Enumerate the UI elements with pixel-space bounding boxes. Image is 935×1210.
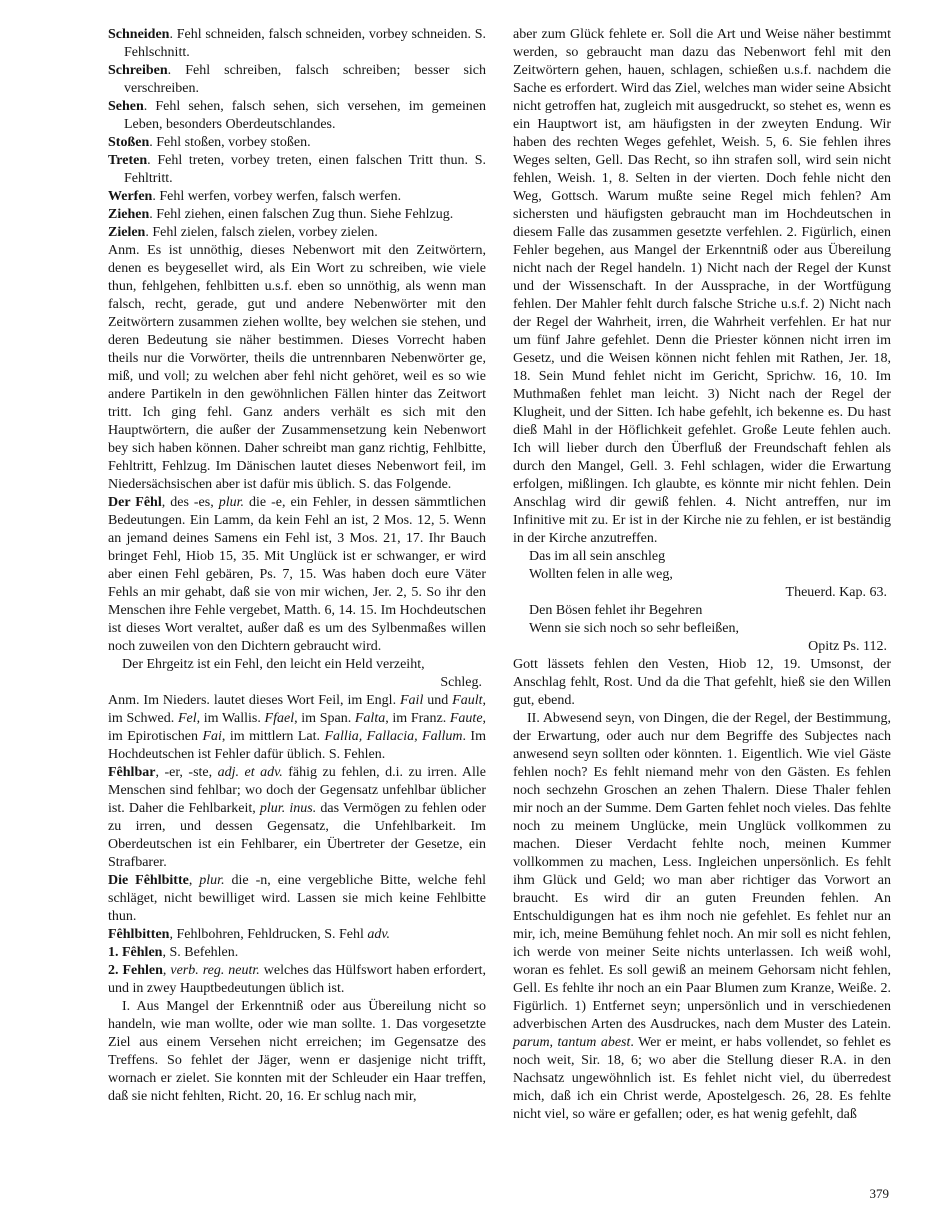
text-run: Schleg. bbox=[440, 675, 482, 690]
italic-text: verb. reg. neutr. bbox=[170, 963, 260, 978]
italic-text: Fallia, Fallacia, Fallum bbox=[324, 729, 463, 744]
italic-text: plur. bbox=[218, 495, 244, 510]
paragraph bbox=[108, 224, 486, 242]
text-run: , im Schwed. bbox=[108, 693, 487, 726]
text-run: die -n, eine vergebliche Bitte, welche fehl schläget, nicht bewilliget wird. Lassen sie mich keine Fehlbitte thun. bbox=[108, 873, 486, 924]
text-run: Opitz Ps. 112. bbox=[808, 639, 887, 654]
text-run: . Fehl sehen, falsch sehen, sich versehen, im gemeinen Leben, besonders Oberdeutschlandes. bbox=[124, 99, 486, 132]
right-column bbox=[513, 26, 891, 1124]
italic-text: Fel bbox=[177, 711, 197, 726]
text-run: das Vermögen zu fehlen oder zu irren, und dessen Gegensatz, die Unfehlbarkeit. Im Oberdeutschen ist ein Fehlbarer, ein Übertreter der Gesetze, ein Strafbarer. bbox=[108, 801, 486, 870]
paragraph bbox=[108, 926, 486, 944]
italic-text: plur. inus. bbox=[259, 801, 317, 816]
text-run: Anm. Es ist unnöthig, dieses Nebenwort mit den Zeitwörtern, denen es beygesellet wird, als Ein Wort zu schreiben, wie viele thun, fehlgehen, fehlbitten u.s.f. eben so unnöthig, als wenn man falsch, recht, gerade, gut und andere Nebenwörter mit den Zeitwörtern zusammen ziehen wollte, bey welchen sie stehen, und deren Bedeutung sie näher bestimmen. Dieses Vorrecht haben theils nur die Vorwörter, theils die untrennbaren Nebenwörter ge, miß, und voll; zu welchen aber fehl nicht gehöret, weil es so wie andere Partikeln in den gewöhnlichen Fällen hinter das Zeitwort tritt. Ich ging fehl. Ganz anders verhält es sich mit den Hauptwörtern, die außer der Zusammensetzung kein Nebenwort bey sich haben können. Daher schreibt man ganz richtig, Fehlbitte, Fehltritt, Fehlzug. Im Dänischen lautet dieses Nebenwort feil, im Niedersächsischen aber ist dafür mis üblich. S. das Folgende. bbox=[108, 243, 486, 492]
paragraph bbox=[108, 674, 486, 692]
text-run: , im Franz. bbox=[385, 711, 450, 726]
headword: Schreiben bbox=[108, 63, 168, 78]
headword: Fêhlbar bbox=[108, 765, 156, 780]
text-run: , im Span. bbox=[294, 711, 355, 726]
text-run: . Fehl ziehen, einen falschen Zug thun. Siehe Fehlzug. bbox=[149, 207, 454, 222]
text-run: . Wer er meint, er habs vollendet, so fehlet es noch weit, Sir. 18, 6; wo aber die Stellung dieser R.A. in den Nachsatz ungewöhnlich ist. Es fehlet nicht viel, du überredest mich, daß ich ein Christ werde, Apostelgesch. 26, 28. Es fehlte nicht viel, so wäre er gefallen; oder, es hat wenig gefehlt, daß bbox=[513, 1035, 892, 1122]
paragraph bbox=[513, 656, 891, 710]
paragraph bbox=[108, 242, 486, 494]
paragraph bbox=[108, 98, 486, 134]
text-run: Den Bösen fehlet ihr Begehren bbox=[529, 603, 703, 618]
text-run: Wenn sie sich noch so sehr befleißen, bbox=[529, 621, 739, 636]
text-run: , bbox=[188, 873, 200, 888]
italic-text: Fault bbox=[452, 693, 483, 708]
text-run: , -er, -ste, bbox=[155, 765, 218, 780]
text-run: , im Wallis. bbox=[196, 711, 265, 726]
text-run: Wollten felen in alle weg, bbox=[529, 567, 673, 582]
text-run: , des -es, bbox=[161, 495, 219, 510]
headword: Treten bbox=[108, 153, 148, 168]
italic-text: plur. bbox=[199, 873, 225, 888]
text-run: Das im all sein anschleg bbox=[529, 549, 666, 564]
text-run: fähig zu fehlen, d.i. zu irren. Alle Menschen sind fehlbar; wo doch der Gegensatz unfehlbar üblicher ist. Daher die Fehlbarkeit, bbox=[108, 765, 486, 816]
italic-text: adj. et adv. bbox=[217, 765, 283, 780]
italic-text: Falta bbox=[354, 711, 386, 726]
text-run: . Fehl schneiden, falsch schneiden, vorbey schneiden. S. Fehlschnitt. bbox=[124, 27, 486, 60]
headword: Die Fêhlbitte bbox=[108, 873, 189, 888]
text-run: Theuerd. Kap. 63. bbox=[785, 585, 887, 600]
paragraph bbox=[108, 998, 486, 1106]
text-run: die -e, ein Fehler, in dessen sämmtlichen Bedeutungen. Ein Lamm, da kein Fehl an ist, 2 Mos. 12, 5. Wenn an jemand deines Samens ein Fehl ist, 3 Mos. 21, 17. Ihr Bauch bringet Fehl, Hiob 15, 35. Mit Unglück ist er schwanger, er wird aber einen Fehl gebären, Ps. 7, 15. Was haben doch eure Väter Fehls an mir gehabt, daß sie von mir wichen, Jer. 2, 5. So ihr den Menschen ihre Fehle vergebet, Matth. 6, 14. 15. Im Hochdeutschen ist dieses Wort veraltet, außer daß es um des Sylbenmaßes willen noch zuweilen von den Dichtern gebraucht wird. bbox=[108, 495, 486, 654]
paragraph bbox=[108, 872, 486, 926]
paragraph bbox=[108, 764, 486, 872]
italic-text: adv. bbox=[367, 927, 391, 942]
paragraph bbox=[108, 494, 486, 656]
headword: Fêhlbitten bbox=[108, 927, 170, 942]
text-run: I. Aus Mangel der Erkenntniß oder aus Übereilung nicht so handeln, wie man wollte, oder wie man sollte. 1. Das vorgesetzte Ziel aus einem Versehen nicht erreichen; im Gegensatze des Treffens. So fehlet der Jäger, wenn er dasjenige nicht trifft, wornach er zielet. Sie konnten mit der Schleuder ein Haar treffen, daß sie nicht fehlten, Richt. 20, 16. Er schlug nach mir, bbox=[108, 999, 486, 1104]
text-run: . Fehl werfen, vorbey werfen, falsch werfen. bbox=[152, 189, 402, 204]
headword: 2. Fehlen bbox=[108, 963, 163, 978]
left-column bbox=[108, 26, 486, 1124]
paragraph bbox=[513, 638, 891, 656]
headword: Der Fêhl bbox=[108, 495, 162, 510]
text-run: Der Ehrgeitz ist ein Fehl, den leicht ein Held verzeiht, bbox=[122, 657, 425, 672]
paragraph bbox=[108, 692, 486, 764]
text-run: . Fehl stoßen, vorbey stoßen. bbox=[149, 135, 311, 150]
text-run: , bbox=[162, 963, 171, 978]
text-run: . Fehl zielen, falsch zielen, vorbey zielen. bbox=[145, 225, 378, 240]
text-run: aber zum Glück fehlete er. Soll die Art und Weise näher bestimmt werden, so gebraucht man dazu das Nebenwort fehl mit den Zeitwörtern gehen, hauen, schlagen, schießen u.s.f. nachdem die Sache es erfordert. Wird das Ziel, welches man wider seine Absicht nicht getroffen hat, zugleich mit ausgedruckt, so stehet es, wenn es ein Hauptwort ist, am häufigsten in der zweyten Endung. Wir haben des rechten Weges gefehlet, Weish. 5, 6. Sie fehlen ihres Weges selten, Gell. Das Recht, so ihn strafen soll, wird sein nicht fehlen, Weish. 1, 8. Selten in der vierten. Doch fehle nicht den Weg, Gottsch. Warum mußte seine Regel mich fehlen? Am sichersten und häufigsten gebraucht man im Hochdeutschen in diesem Falle das zusammen gesetzte verfehlen. 2. Figürlich, einen Fehler begehen, aus Mangel der Erkenntniß oder aus Übereilung nicht nach der Regel handeln. 1) Nicht nach der Regel der Kunst und der Wissenschaft. In der Aussprache, in der Wortfügung fehlen. Der Mahler fehlt durch falsche Striche u.s.f. 2) Nicht nach der Regel der Wahrheit, irren, die Wahrheit verfehlen. Er hat nur um fünf Jahre gefehlet. Denn die Priester können nicht irren im Gesetz, und die Weisen können nicht fehlen mit Rathen, Jer. 18, 18. Sein Mund fehlet nicht im Gericht, Sprichw. 16, 10. Im Muthmaßen fehlet man leicht. 3) Nicht nach der Regel der Klugheit, und der Sitten. Ich habe gefehlt, ich bekenne es. Du hast dieß Mahl in der Höflichkeit gefehlet. Große Leute fehlen auch. Ich will lieber durch den Überfluß der Freundschaft fehlen als durch den Mangel, Gell. 3. Fehl schlagen, wider die Erwartung erfolgen, mißlingen. Ich glaubte, es könnte mir nicht fehlen. Dein Anschlag wird dir gewiß fehlen. 4. Nicht antreffen, nur im Infinitive mit zu. Er ist in der Kirche nie zu fehlen, er ist beständig in der Kirche anzutreffen. bbox=[513, 27, 891, 546]
text-run: . Fehl treten, vorbey treten, einen falschen Tritt thun. S. Fehltritt. bbox=[124, 153, 486, 186]
paragraph bbox=[108, 962, 486, 998]
paragraph bbox=[513, 566, 891, 584]
paragraph bbox=[513, 584, 891, 602]
paragraph bbox=[108, 26, 486, 62]
headword: Stoßen bbox=[108, 135, 150, 150]
headword: Werfen bbox=[108, 189, 153, 204]
headword: Ziehen bbox=[108, 207, 150, 222]
paragraph bbox=[108, 152, 486, 188]
paragraph bbox=[108, 944, 486, 962]
text-run: Anm. Im Nieders. lautet dieses Wort Feil, im Engl. bbox=[108, 693, 400, 708]
text-run: welches das Hülfswort haben erfordert, und in zwey Hauptbedeutungen üblich ist. bbox=[108, 963, 487, 996]
paragraph bbox=[108, 188, 486, 206]
paragraph bbox=[513, 26, 891, 548]
headword: Sehen bbox=[108, 99, 144, 114]
page-number: 379 bbox=[869, 1186, 889, 1201]
headword: Zielen bbox=[108, 225, 146, 240]
text-run: . Im Hochdeutschen ist Fehler dafür üblich. S. Fehlen. bbox=[108, 729, 486, 762]
headword: Schneiden bbox=[108, 27, 170, 42]
paragraph bbox=[108, 62, 486, 98]
italic-text: Fail bbox=[400, 693, 424, 708]
italic-text: Faute bbox=[449, 711, 483, 726]
italic-text: Ffael bbox=[264, 711, 295, 726]
text-run: Gott lässets fehlen den Vesten, Hiob 12, 19. Umsonst, der Anschlag fehlt, Rost. Und da die That gefehlt, hieß sie den Willen gut, ebend. bbox=[513, 657, 891, 708]
text-run: , S. Befehlen. bbox=[162, 945, 239, 960]
headword: 1. Fêhlen bbox=[108, 945, 163, 960]
text-run: , im Epirotischen bbox=[108, 711, 487, 744]
paragraph bbox=[513, 620, 891, 638]
paragraph bbox=[108, 134, 486, 152]
paragraph bbox=[513, 548, 891, 566]
text-run: , Fehlbohren, Fehldrucken, S. Fehl bbox=[169, 927, 368, 942]
text-run: , im mittlern Lat. bbox=[221, 729, 325, 744]
text-columns bbox=[108, 26, 891, 1124]
paragraph bbox=[108, 656, 486, 674]
italic-text: parum, tantum abest bbox=[513, 1035, 631, 1050]
paragraph bbox=[108, 206, 486, 224]
text-run: . Fehl schreiben, falsch schreiben; besser sich verschreiben. bbox=[124, 63, 486, 96]
paragraph bbox=[513, 602, 891, 620]
text-run: und bbox=[423, 693, 453, 708]
text-run: II. Abwesend seyn, von Dingen, die der Regel, der Bestimmung, der Erwartung, oder auch nur dem Begriffe des Subjectes nach anwesend seyn sollten oder könnten. 1. Eigentlich. Wie viel Gäste fehlen noch? Es fehlt niemand mehr von den Gästen. Es fehlen noch sechzehn Groschen an zehen Thalern. Diese Thaler fehlen mir noch an der Summe. Dem Garten fehlet noch vieles. Das fehlte noch zu meinem Unglücke, mein Unglück vollkommen zu machen. Dieser Verdacht fehlte noch, meinen Kummer vollkommen zu machen, Less. Ingleichen unpersönlich. Es fehlt ihm Glück und Geld; wo man aber richtiger das Vorwort an braucht. Es wird dir an guten Freunden fehlen. An Entschuldigungen hat es ihm noch nie gefehlet. Es fehlet nur an mir, ich, meine Bemühung fehlet noch. An mir soll es nicht fehlen, ich werde von meiner Seite nichts unterlassen. Ich weiß wohl, woran es fehlet. Es soll gewiß an meinem Gehorsam nicht fehlen, Gell. Es fehlte ihr noch an ein Paar Blumen zum Kranze, Weiße. 2. Figürlich. 1) Entfernet seyn; unpersönlich und in verschiedenen adverbischen Arten des Ausdruckes, nach dem Muster des Latein. bbox=[513, 711, 891, 1032]
paragraph bbox=[513, 710, 891, 1124]
italic-text: Fai bbox=[202, 729, 222, 744]
